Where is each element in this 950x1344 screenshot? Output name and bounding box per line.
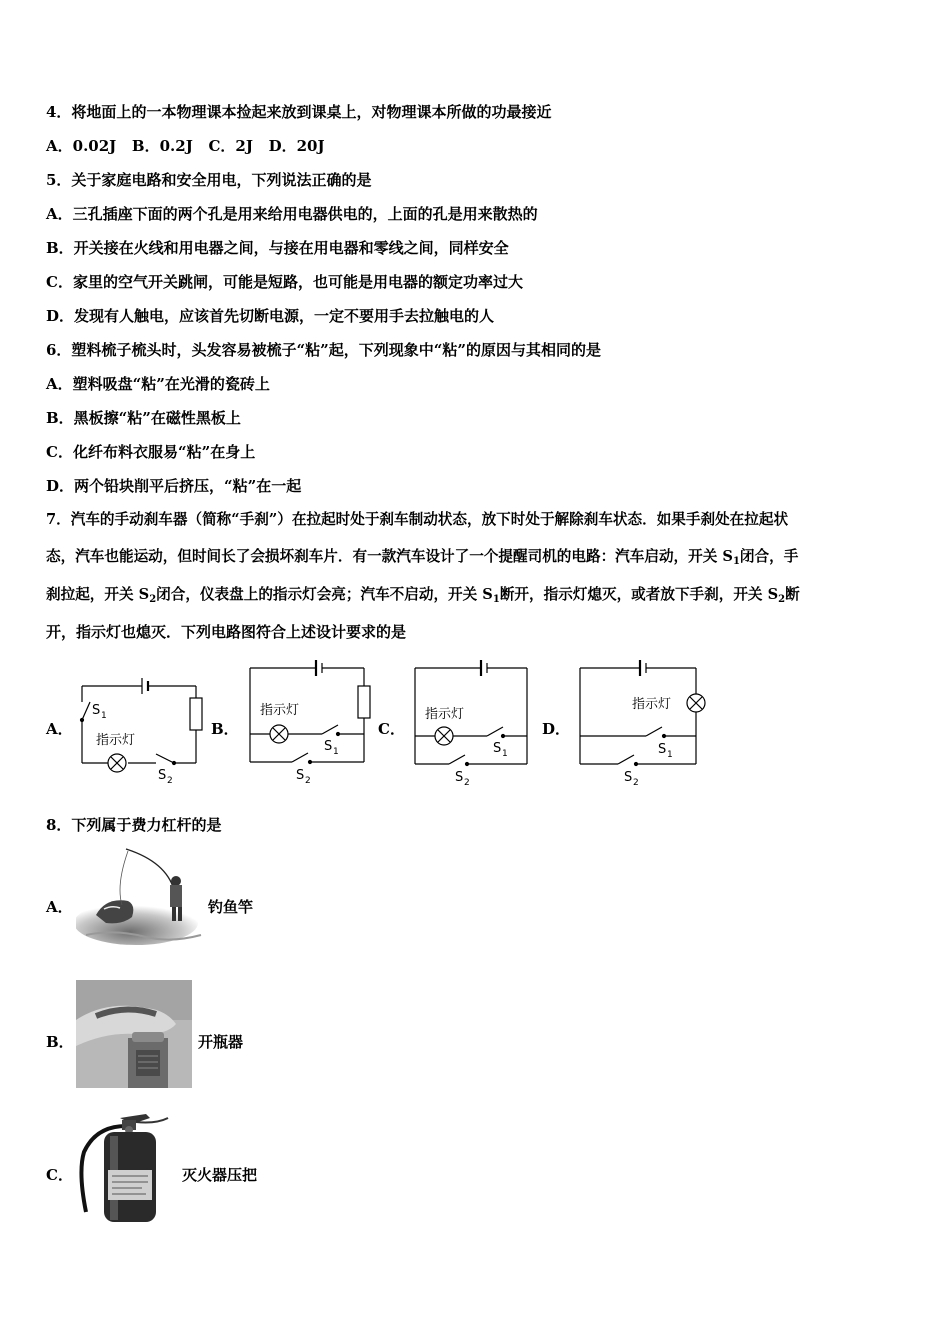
q7-sub2b: 2	[778, 594, 786, 605]
circuit-b-diagram	[240, 656, 375, 786]
circuit-b-s1-label: S	[324, 739, 333, 754]
circuit-a-s2-index: 2	[167, 776, 173, 786]
circuit-d-diagram	[570, 656, 715, 786]
q7-line2-b: 闭合，手	[739, 548, 799, 565]
q7-line2-a: 态，汽车也能运动，但时间长了会损坏刹车片．有一款汽车设计了一个提醒司机的电路：汽车启动，开关 S	[46, 548, 733, 565]
q6-option-c: C．化纤布料衣服易“粘”在身上	[46, 443, 256, 461]
q7-line4: 开，指示灯也熄灭．下列电路图符合上述设计要求的是	[46, 623, 407, 641]
circuit-c-s2-index: 2	[464, 778, 470, 786]
q5-stem: 5．关于家庭电路和安全用电，下列说法正确的是	[46, 171, 372, 189]
q5-option-d: D．发现有人触电，应该首先切断电源，一定不要用手去拉触电的人	[46, 307, 495, 325]
circuit-b-s2-index: 2	[305, 776, 311, 786]
circuit-c-s2-label: S	[455, 770, 464, 785]
q7-option-d-letter: D．	[542, 720, 571, 738]
q5-option-c: C．家里的空气开关跳闸，可能是短路，也可能是用电器的额定功率过大	[46, 273, 523, 291]
q8-option-c-letter: C．	[46, 1166, 73, 1184]
q8-option-a-text: 钓鱼竿	[208, 898, 254, 916]
circuit-d-s1-label: S	[658, 742, 667, 757]
circuit-b-s2-label: S	[296, 768, 305, 783]
fire-extinguisher-image	[76, 1112, 176, 1222]
circuit-c-diagram	[405, 656, 540, 786]
q5-option-a: A．三孔插座下面的两个孔是用来给用电器供电的，上面的孔是用来散热的	[46, 205, 538, 223]
circuit-d-s1-index: 1	[667, 750, 673, 760]
circuit-b-lamp-label: 指示灯	[260, 703, 300, 718]
q4-options-text: A．0.02J B．0.2J C．2J D．20J	[46, 137, 325, 155]
q8-option-a-letter: A．	[46, 898, 73, 916]
q7-line2	[46, 547, 798, 572]
bottle-opener-image	[76, 980, 192, 1088]
q8-stem: 8．下列属于费力杠杆的是	[46, 816, 222, 834]
circuit-c-s1-label: S	[493, 741, 502, 756]
q7-option-b-letter: B．	[211, 720, 239, 738]
q7-line3-d: 断	[785, 586, 800, 603]
circuit-d-lamp-label: 指示灯	[632, 697, 672, 712]
circuit-d-s2-label: S	[624, 770, 633, 785]
q8-option-c-text: 灭火器压把	[182, 1166, 258, 1184]
q7-option-a-letter: A．	[46, 720, 73, 738]
q7-line1: 7．汽车的手动刹车器（简称“手刹”）在拉起时处于刹车制动状态，放下时处于解除刹车状态．如果手刹处在拉起状	[46, 511, 789, 528]
circuit-c-s1-index: 1	[502, 749, 508, 759]
q4-options	[46, 136, 325, 156]
q7-line3-a: 刹拉起，开关 S	[46, 586, 150, 603]
q8-option-b-text: 开瓶器	[198, 1033, 244, 1051]
circuit-a-s2-label: S	[158, 768, 167, 783]
q7-option-c-letter: C．	[378, 720, 405, 738]
q7-line3-b: 闭合，仪表盘上的指示灯会亮；汽车不启动，开关 S	[156, 586, 493, 603]
q6-option-a: A．塑料吸盘“粘”在光滑的瓷砖上	[46, 375, 270, 393]
q8-option-b-letter: B．	[46, 1033, 74, 1051]
q7-sub1b: 1	[492, 594, 500, 605]
q7-line3-c: 断开，指示灯熄灭，或者放下手刹，开关 S	[499, 586, 779, 603]
q6-stem: 6．塑料梳子梳头时，头发容易被梳子“粘”起，下列现象中“粘”的原因与其相同的是	[46, 341, 601, 359]
circuit-b-s1-index: 1	[333, 747, 339, 757]
circuit-a-lamp-label: 指示灯	[96, 733, 136, 748]
q7-sub2a: 2	[149, 594, 157, 605]
q6-option-d: D．两个铅块削平后挤压，“粘”在一起	[46, 477, 302, 495]
circuit-a-s1-label: S	[92, 703, 101, 718]
q4-stem: 4．将地面上的一本物理课本捡起来放到课桌上，对物理课本所做的功最接近	[46, 103, 552, 121]
fishing-rod-image	[76, 845, 206, 947]
circuit-d-s2-index: 2	[633, 778, 639, 786]
q5-option-b: B．开关接在火线和用电器之间，与接在用电器和零线之间，同样安全	[46, 239, 509, 257]
circuit-a-s1-index: 1	[101, 711, 107, 721]
circuit-c-lamp-label: 指示灯	[425, 707, 465, 722]
q7-sub1a: 1	[732, 556, 740, 567]
circuit-a-diagram	[72, 668, 207, 786]
q7-line3	[46, 585, 800, 610]
q6-option-b: B．黑板擦“粘”在磁性黑板上	[46, 409, 241, 427]
